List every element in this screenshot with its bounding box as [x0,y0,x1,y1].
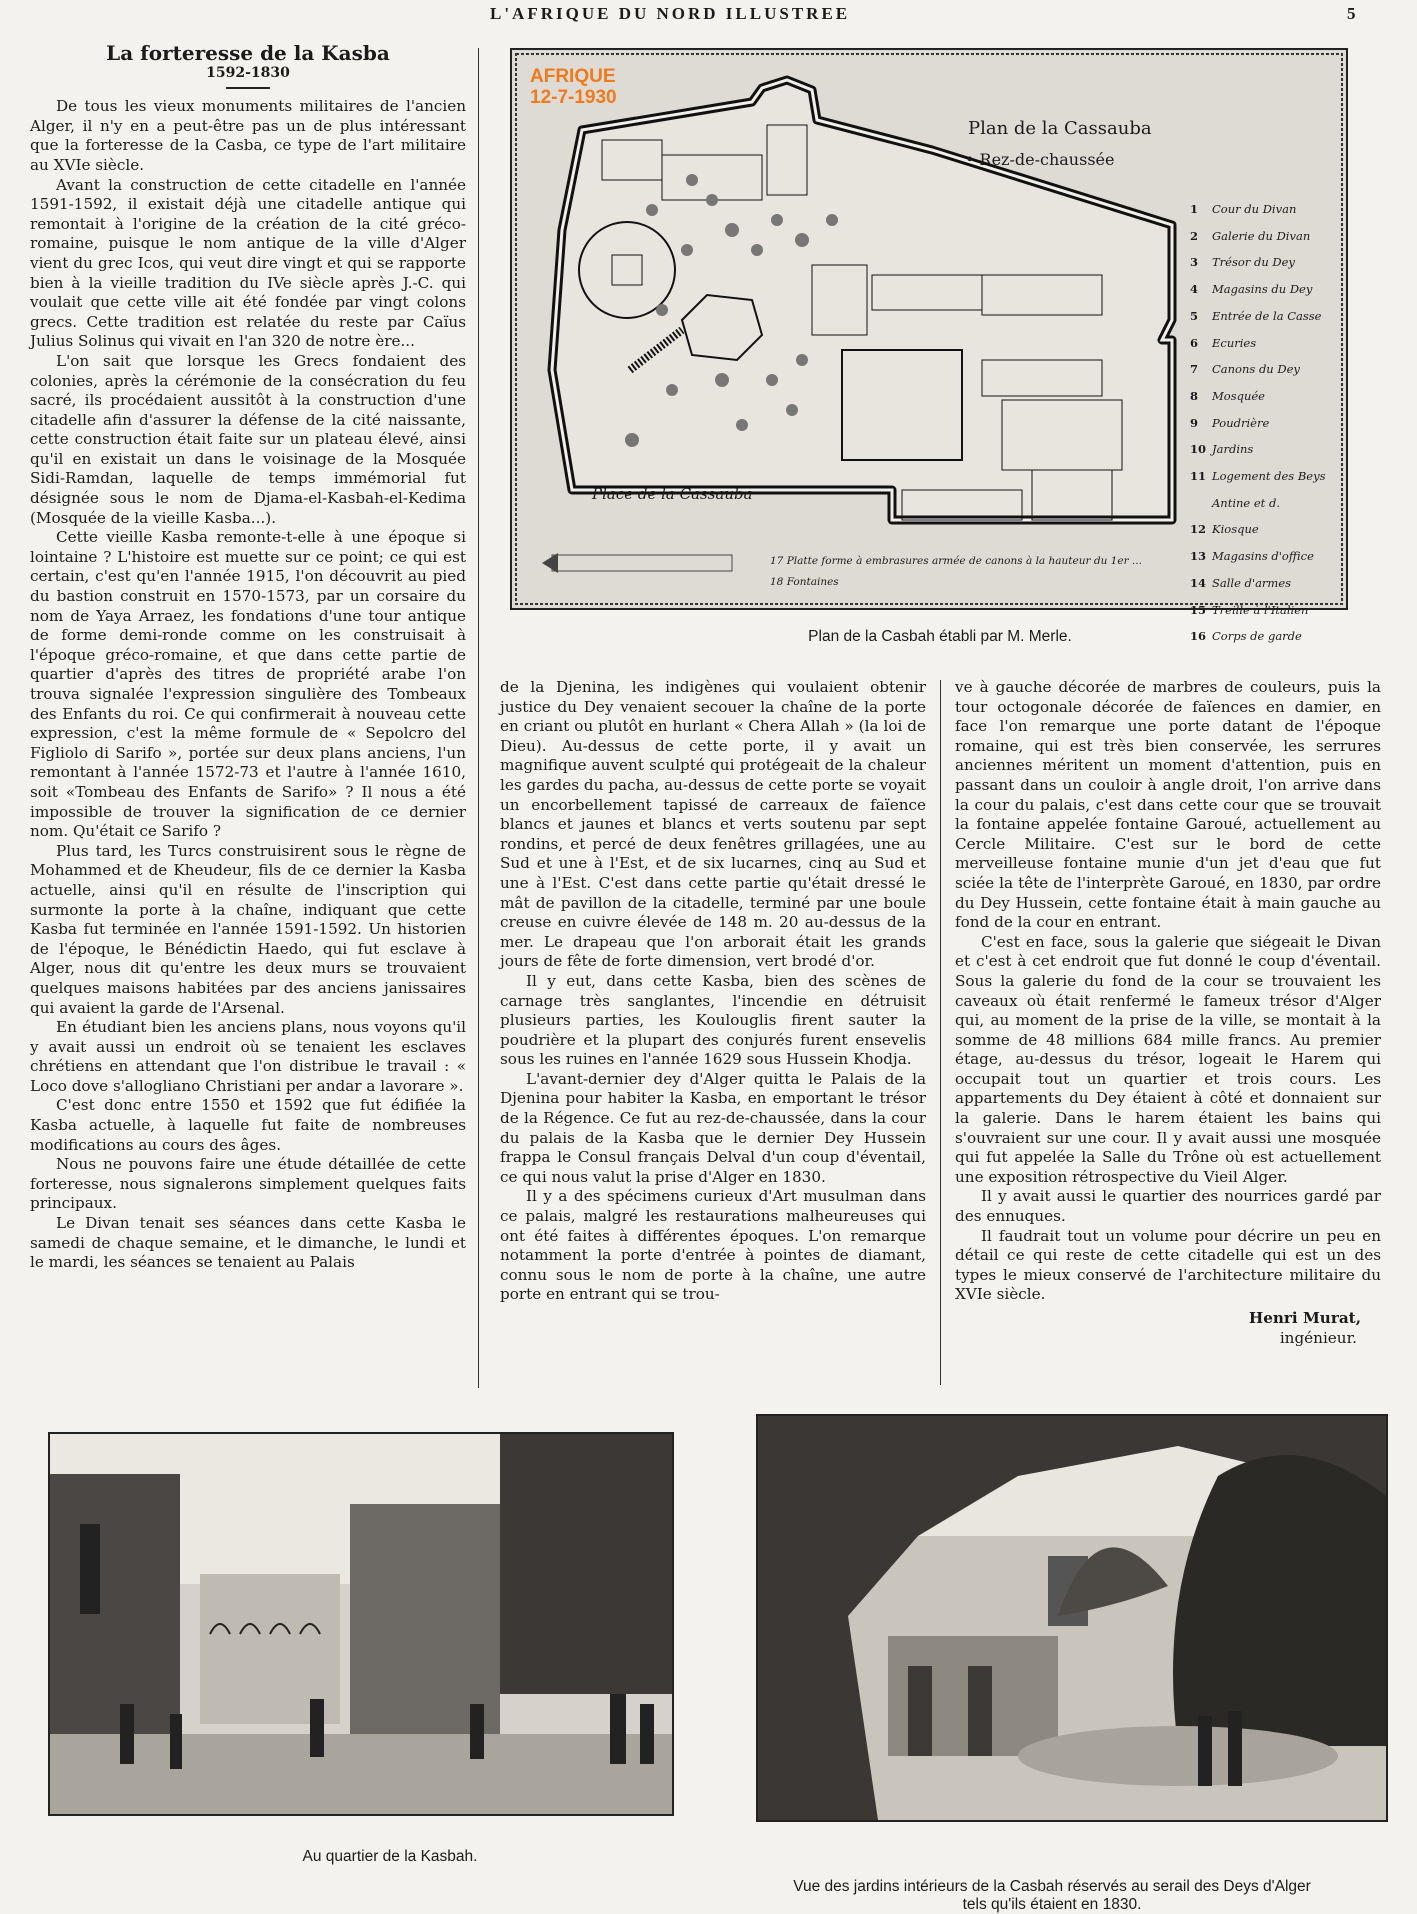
legend-item: 13 Magasins d'office [1190,549,1314,564]
legend-item: 8 Mosquée [1190,388,1265,403]
stamp-line-2: 12-7-1930 [530,87,617,108]
plan-title: Plan de la Cassauba [968,118,1152,139]
paragraph: L'avant-dernier dey d'Alger quitta le Palais de la Djenina pour habiter la Kasba, en emportant le trésor de la Régence. Ce fut au rez-de-chaussée, dans la cour du palais de la Kasba que le dernier Dey Hussein frappa le Consul français Delval d'un coup d'éventail, ce qui nous valut la prise d'Alger en 1830. [500,1069,926,1186]
paragraph: Le Divan tenait ses séances dans cette Kasba le samedi de chaque semaine, et le dimanche, le lundi et le mardi, les séances se tenaient au Palais [30,1214,466,1272]
paragraph: Il faudrait tout un volume pour décrire un peu en détail ce qui reste de cette citadelle qui est un des types le mieux conservé de l'architecture militaire du XVIe siècle. [955,1226,1381,1304]
author-name: Henri Murat, [1248,1309,1361,1327]
legend-item: 16 Corps de garde [1190,629,1302,644]
paragraph: Plus tard, les Turcs construisirent sous le règne de Mohammed et de Kheudeur, fils de ce dernier la Kasba actuelle, ainsi qu'il en résulte de l'inscription qui surmonte la porte à la chaîne, indiquant que cette Kasba fut terminée en l'année 1591-1592. Un historien de l'époque, le Bénédictin Haedo, qui fut esclave à Alger, nous dit qu'entre les deux murs se trouvaient quelques maisons habitées par des anciens janissaires qui avaient la garde de l'Arsenal. [30,841,466,1017]
legend-item: 5 Entrée de la Casse [1190,308,1322,323]
paragraph: C'est donc entre 1550 et 1592 que fut édifiée la Kasba actuelle, à laquelle fut faite de nombreuses modifications au cours des âges. [30,1096,466,1154]
plan-place-label: Place de la Cassauba [592,485,753,503]
legend-item: 6 Ecuries [1190,335,1257,350]
paragraph: De tous les vieux monuments militaires de l'ancien Alger, il n'y en a peut-être pas un de plus intéressant que la forteresse de la Casba, ce type de l'art militaire au XVIe siècle. [30,97,466,174]
legend-item: 4 Magasins du Dey [1190,282,1313,297]
title-divider [226,87,270,89]
article-column-1 [30,41,466,1273]
legend-item: 7 Canons du Dey [1190,362,1300,377]
plan-subtitle: • Rez-de-chaussée [965,150,1115,169]
archive-stamp [530,66,617,108]
column-rule [940,680,941,1385]
article-dates: 1592-1830 [206,64,290,81]
stamp-line-1: AFRIQUE [530,66,616,87]
paragraph: Nous ne pouvons faire une étude détaillée de cette forteresse, nous signalerons simplement quelques faits principaux. [30,1155,466,1213]
column-rule [478,48,479,1388]
legend-item: 12 Kiosque [1190,522,1259,537]
plan-note-17: 17 Platte forme à embrasures armée de canons à la hauteur du 1er ... [770,555,1142,567]
plan-legend [1190,196,1340,650]
legend-item: 15 Treille à l'Italien [1190,602,1309,617]
article-column-3 [955,678,1381,1348]
paragraph: Avant la construction de cette citadelle en l'année 1591-1592, il existait déjà une citadelle antique qui remontait à l'origine de la création de la cité gréco-romaine, puisque le nom antique de la ville d'Alger vient du grec Icos, qui veut dire vingt et qui se rapporte bien à la vieille tradition du IVe siècle après J.-C. qui voulait que cette ville ait été fondée par vingt colons grecs. Cette tradition est relatée du reste par Caïus Julius Solinus qui vivait en l'an 320 de notre ère... [30,175,466,351]
kasbah-quarter-engraving [48,1432,674,1816]
legend-item: 9 Poudrière [1190,415,1270,430]
plan-caption: Plan de la Casbah établi par M. Merle. [808,628,1072,645]
paragraph: Il y a des spécimens curieux d'Art musulman dans ce palais, malgré les restaurations malheureuses qui ont été faites à différentes époques. L'on remarque notamment la porte d'entrée à pointes de diamant, connu sous le nom de porte à la chaîne, une autre porte en entrant qui se trou- [500,1187,926,1304]
garden-scene-illustration [758,1416,1386,1820]
article-column-2 [500,678,926,1305]
paragraph: L'on sait que lorsque les Grecs fondaient des colonies, après la cérémonie de la consécration du feu sacré, ils procédaient aussitôt à la construction d'une citadelle afin d'assurer la défense de la cité naissante, cette construction était faite sur un plateau élevé, ainsi qu'il en existait un dans le voisinage de la Mosquée Sidi-Ramdan, laquelle de temps immémorial fut désignée sous le nom de Djama-el-Kasbah-el-Kedima (Mosquée de la vieille Kasba...). [30,351,466,527]
legend-item: 14 Salle d'armes [1190,575,1292,590]
casbah-gardens-engraving [756,1414,1388,1822]
plan-note-18: 18 Fontaines [770,576,839,588]
author-title: ingénieur. [1279,1328,1357,1347]
paragraph: ve à gauche décorée de marbres de couleurs, puis la tour octogonale décorée de faïences en damier, en face l'on remarque une porte datant de l'époque romaine, qui est très bien conservée, les serrures anciennes méritent un moment d'attention, puis en passant dans un couloir à angle droit, l'on arrive dans la cour du palais, c'est dans cette cour que se trouvait la fontaine appelée fontaine Garoué, actuellement au Cercle Militaire. C'est sur le bord de cette merveilleuse fontaine munie d'un jet d'eau que fut sciée la tête de l'interprète Garoué, en 1830, par ordre du Dey Hussein, cette fontaine était à main gauche au fond de la cour en entrant. [955,678,1381,932]
page-number: 5 [1347,4,1356,23]
right-image-caption-line-2: tels qu'ils étaient en 1830. [962,1896,1142,1913]
paragraph: Il y eut, dans cette Kasba, bien des scènes de carnage très sanglantes, l'incendie en détruisit plusieurs parties, les Koulouglis firent sauter la poudrière et la plupart des conjurés furent ensevelis sous les ruines en l'année 1629 sous Hussein Khodja. [500,971,926,1069]
legend-item: Antine et d. [1212,495,1280,510]
legend-item: 10 Jardins [1190,442,1254,457]
legend-item: 3 Trésor du Dey [1190,255,1295,270]
paragraph: Cette vieille Kasba remonte-t-elle à une époque si lointaine ? L'histoire est muette sur ce point; ce qui est certain, c'est qu'en l'année 1915, l'on découvrit au pied du bastion construit en 1570-1573, par un corsaire du nom de Yaya Arraez, les fondations d'une tour antique de forme demi-ronde comme on les construisait à l'époque gréco-romaine, et que dans cette partie de quartier d'après des titres de propriété arabe l'on trouva signalée l'expression singulière des Tombeaux des Enfants du roi. Ce qui confirmerait à nouveau cette expression, c'est la même formule de « Sepolcro del Figliolo di Sarifo », portée sur deux plans anciens, l'un remontant à l'année 1572-73 et l'autre à l'année 1610, soit «Tombeau des Enfants de Sarifo» ? Il nous a été impossible de trouver la signification de ce dernier nom. Qu'était ce Sarifo ? [30,528,466,841]
paragraph: En étudiant bien les anciens plans, nous voyons qu'il y avait aussi un endroit où se tenaient les esclaves chrétiens en attendant que l'on distribue le travail : « Loco dove s'allogliano Christiani per andar a lavorare ». [30,1018,466,1095]
paragraph: de la Djenina, les indigènes qui voulaient obtenir justice du Dey venaient secouer la chaîne de la porte en criant ou plutôt en hurlant « Chera Allah » (la loi de Dieu). Au-dessus de cette porte, il y avait un magnifique auvent sculpté qui protégeait de la chaleur les gardes du pacha, au-dessus de cette porte se voyait un encorbellement tapissé de carreaux de faïence blancs et jaunes et blancs et verts soutenu par sept rondins, et percé de deux fenêtres grillagées, une au Sud et une à l'Est, et de six lucarnes, cinq au Sud et une à l'Est. C'est dans cette partie qu'était dressé le mât de pavillon de la citadelle, terminé par une boule creuse en cuivre élevée de 148 m. 20 au-dessus de la mer. Le drapeau que l'on arborait était les grands jours de fête de forte dimension, vert brodé d'or. [500,678,926,971]
street-scene-illustration [50,1434,672,1814]
legend-item: 2 Galerie du Divan [1190,228,1311,243]
legend-item: 11 Logement des Beys [1190,469,1326,484]
right-image-caption-line-1: Vue des jardins intérieurs de la Casbah réservés au serail des Deys d'Alger [793,1878,1311,1895]
paragraph: C'est en face, sous la galerie que siégeait le Divan et c'est à cet endroit que fut donné le coup d'éventail. Sous la galerie du fond de la cour se trouvaient les caveaux où était renfermé le fameux trésor d'Alger qui, au moment de la prise de la ville, se montait à la somme de 48 millions 684 mille francs. Au premier étage, au-dessus du trésor, logeait le Harem qui occupait tout un quartier et trois cours. Les appartements du Dey étaient à côté et donnaient sur la galerie. Dans le harem étaient les bains qui s'ouvraient sur une cour. Il y avait aussi une mosquée qui fut appelée la Salle du Trône où est actuellement une exposition rétrospective du Vieil Alger. [955,932,1381,1186]
running-header: L'AFRIQUE DU NORD ILLUSTREE [490,4,851,23]
paragraph: Il y avait aussi le quartier des nourrices gardé par des ennuques. [955,1187,1381,1226]
left-image-caption: Au quartier de la Kasbah. [302,1848,478,1865]
legend-item: 1 Cour du Divan [1190,202,1297,216]
article-title: La forteresse de la Kasba [106,41,390,65]
